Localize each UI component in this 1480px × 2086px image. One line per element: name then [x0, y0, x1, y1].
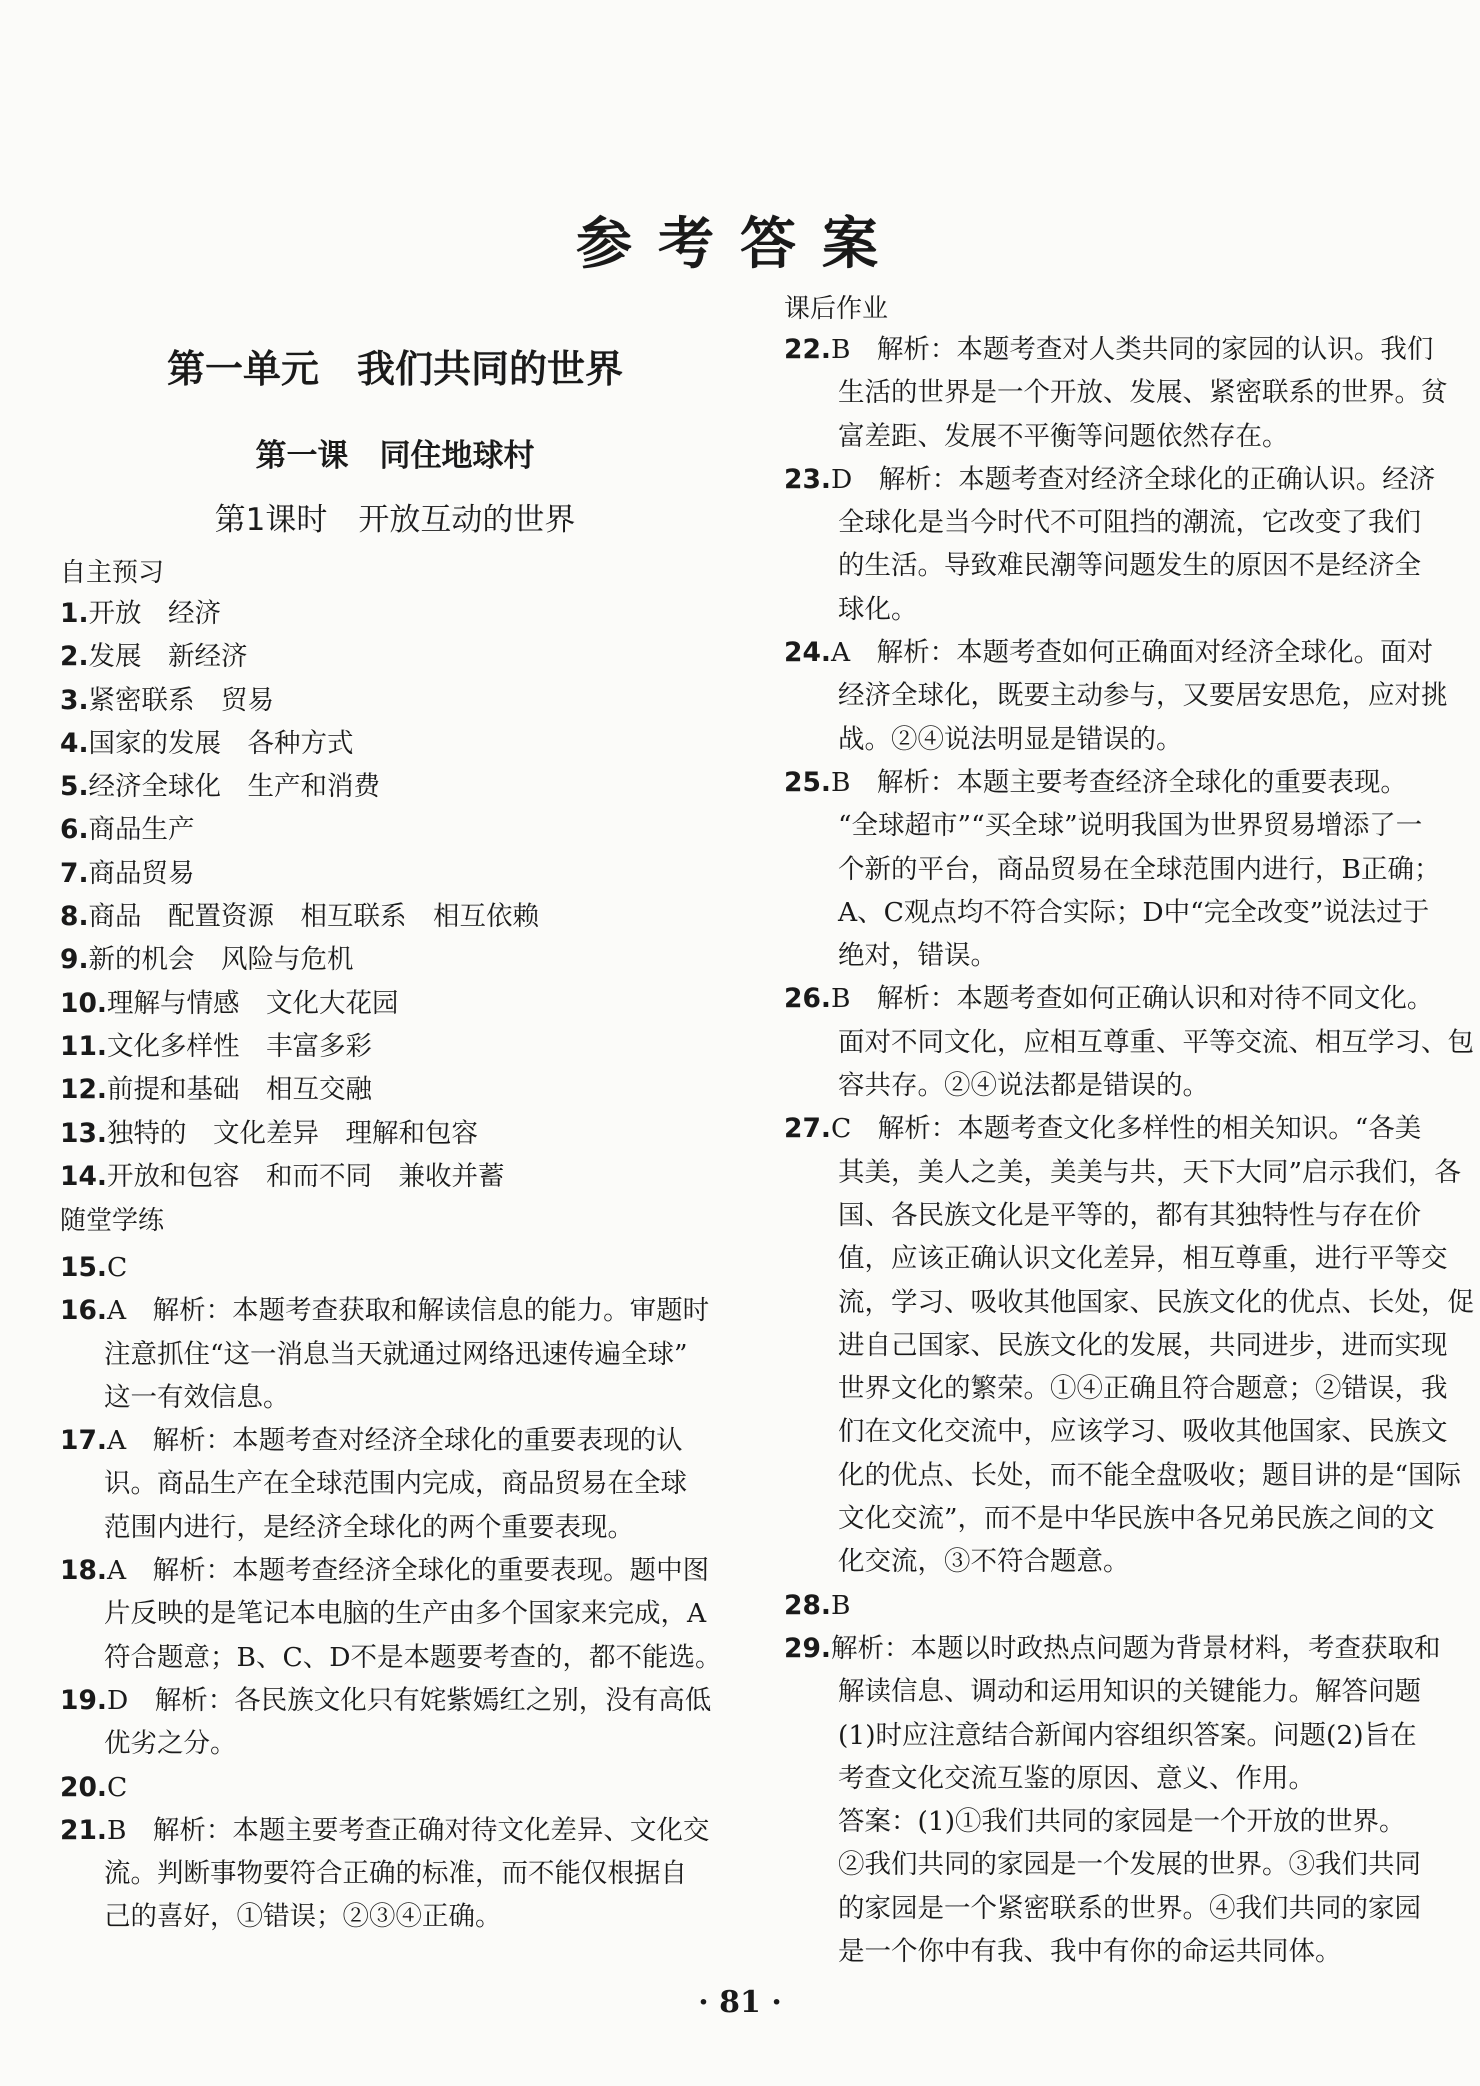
answer-text: 其美，美人之美，美美与共，天下大同”启示我们，各	[838, 1156, 1462, 1188]
answer-text: C	[106, 1252, 128, 1283]
question-number: 20.	[60, 1771, 107, 1803]
answer-text: D 解析：各民族文化只有姹紫嫣红之别，没有高低	[106, 1684, 712, 1716]
answer-line	[784, 804, 1464, 847]
answer-text: 己的喜好，①错误；②③④正确。	[104, 1901, 502, 1933]
answer-text: C 解析：本题考查文化多样性的相关知识。“各美	[830, 1113, 1422, 1145]
answer-line	[60, 1809, 740, 1852]
question-number: 10.	[60, 987, 107, 1019]
question-number: 18.	[60, 1555, 107, 1587]
answer-line	[784, 1757, 1464, 1800]
answer-line	[60, 765, 730, 808]
answer-text: 经济全球化 生产和消费	[88, 771, 381, 803]
answer-text: 开放 经济	[88, 598, 222, 629]
question-number: 14.	[60, 1160, 107, 1192]
question-number: 6.	[60, 814, 89, 846]
answer-text: B 解析：本题考查如何正确认识和对待不同文化。	[830, 983, 1434, 1015]
answer-text: 商品 配置资源 相互联系 相互依赖	[88, 901, 540, 933]
answer-line	[784, 1194, 1464, 1237]
answer-text: 开放和包容 和而不同 兼收并蓄	[106, 1160, 505, 1192]
answer-text: “全球超市”“买全球”说明我国为世界贸易增添了一	[838, 810, 1423, 842]
watermark-logo	[1290, 1985, 1470, 2075]
answer-text: 的生活。导致难民潮等问题发生的原因不是经济全	[838, 550, 1421, 582]
answer-line	[784, 1367, 1464, 1410]
answer-text: A、C观点均不符合实际；D中“完全改变”说法过于	[838, 896, 1430, 928]
answer-line	[784, 1670, 1464, 1713]
answer-line	[784, 631, 1464, 674]
answer-text: D 解析：本题考查对经济全球化的正确认识。经济	[830, 463, 1436, 495]
answer-text: 们在文化交流中，应该学习、吸收其他国家、民族文	[838, 1416, 1448, 1448]
question-number: 11.	[60, 1030, 107, 1062]
answer-text: (1)时应注意结合新闻内容组织答案。问题(2)旨在	[838, 1719, 1417, 1751]
answer-text: 解读信息、调动和运用知识的关键能力。解答问题	[838, 1676, 1421, 1708]
answer-line	[60, 1636, 740, 1679]
question-number: 23.	[784, 463, 831, 495]
answer-line	[784, 1324, 1464, 1367]
answer-line	[60, 1766, 740, 1809]
page-number: · 81 ·	[698, 1985, 782, 2020]
answer-text: 流。判断事物要符合正确的标准，而不能仅根据自	[104, 1858, 687, 1890]
answer-text: 国家的发展 各种方式	[88, 727, 354, 759]
answer-text: 球化。	[838, 593, 918, 625]
question-number: 13.	[60, 1117, 107, 1149]
answer-line	[784, 718, 1464, 761]
answer-line	[784, 501, 1464, 544]
section-heading-practice: 随堂学练	[60, 1206, 165, 1236]
answer-line	[784, 588, 1464, 631]
question-number: 12.	[60, 1074, 107, 1106]
answer-text: 考查文化交流互鉴的原因、意义、作用。	[838, 1762, 1315, 1794]
unit-heading: 第一单元 我们共同的世界	[166, 347, 623, 391]
answer-text: 值，应该正确认识文化差异，相互尊重，进行平等交	[838, 1243, 1448, 1275]
question-number: 17.	[60, 1425, 107, 1457]
answer-line	[60, 1419, 740, 1462]
section-heading-homework: 课后作业	[784, 294, 889, 324]
answer-line	[784, 1237, 1464, 1280]
answer-line	[60, 1895, 740, 1938]
answer-line	[784, 1021, 1474, 1064]
answer-text: A 解析：本题考查经济全球化的重要表现。题中图	[106, 1555, 710, 1587]
answer-text: 生活的世界是一个开放、发展、紧密联系的世界。贫	[838, 377, 1448, 409]
answer-text: 国、各民族文化是平等的，都有其独特性与存在价	[838, 1199, 1421, 1231]
section-heading-preview: 自主预习	[60, 558, 165, 588]
answer-line	[60, 852, 730, 895]
homework-answer-list	[784, 328, 1474, 1973]
answer-text: 化交流，③不符合题意。	[838, 1546, 1130, 1578]
answer-text: B 解析：本题考查对人类共同的家园的认识。我们	[830, 334, 1434, 365]
answer-text: B	[830, 1589, 851, 1621]
question-number: 22.	[784, 334, 831, 365]
answer-text: 的家园是一个紧密联系的世界。④我们共同的家园	[838, 1892, 1421, 1924]
answer-line	[784, 934, 1464, 977]
answer-line	[784, 1410, 1464, 1453]
answer-line	[60, 1112, 730, 1155]
answer-text: 答案：(1)①我们共同的家园是一个开放的世界。	[838, 1806, 1406, 1838]
answer-line	[60, 982, 730, 1025]
answer-line	[60, 1462, 740, 1505]
answer-line	[60, 1549, 740, 1592]
question-number: 4.	[60, 727, 89, 759]
question-number: 1.	[60, 598, 89, 629]
answer-line	[784, 977, 1464, 1020]
answer-text: 化的优点、长处，而不能全盘吸收；题目讲的是“国际	[838, 1459, 1462, 1491]
answer-line	[60, 592, 730, 635]
question-number: 29.	[784, 1632, 831, 1664]
answer-text: 注意抓住“这一消息当天就通过网络迅速传遍全球”	[104, 1338, 688, 1370]
answer-line	[784, 1064, 1464, 1107]
answer-line	[784, 1627, 1464, 1670]
answer-text: 优劣之分。	[104, 1728, 237, 1760]
answer-line	[784, 1497, 1464, 1540]
question-number: 8.	[60, 901, 89, 933]
question-number: 7.	[60, 857, 89, 889]
answer-line	[60, 1679, 740, 1722]
answer-text: C	[106, 1771, 128, 1803]
answer-line	[60, 1025, 730, 1068]
question-number: 24.	[784, 637, 831, 669]
answer-line	[60, 1155, 730, 1198]
answer-line	[60, 1852, 740, 1895]
answer-text: 商品贸易	[88, 857, 195, 889]
answer-line	[784, 1281, 1474, 1324]
answer-text: 是一个你中有我、我中有你的命运共同体。	[838, 1935, 1342, 1967]
answer-line	[784, 1714, 1464, 1757]
answer-line	[784, 1540, 1464, 1583]
answer-text: 商品生产	[88, 814, 195, 846]
answer-text: 经济全球化，既要主动参与，又要居安思危，应对挑	[838, 680, 1448, 712]
answer-line	[784, 1151, 1464, 1194]
answer-line	[60, 895, 730, 938]
answer-text: 绝对，错误。	[838, 940, 997, 972]
answer-line	[60, 1333, 740, 1376]
answer-line	[784, 1843, 1464, 1886]
practice-answer-list	[60, 1246, 740, 1939]
answer-text: A 解析：本题考查获取和解读信息的能力。审题时	[106, 1295, 710, 1327]
answer-text: 识。商品生产在全球范围内完成，商品贸易在全球	[104, 1468, 687, 1500]
answer-line	[784, 458, 1464, 501]
answer-text: 理解与情感 文化大花园	[106, 987, 399, 1019]
answer-line	[60, 635, 730, 678]
answer-line	[784, 1107, 1464, 1150]
question-number: 28.	[784, 1589, 831, 1621]
answer-line	[60, 1592, 740, 1635]
answer-line	[784, 371, 1464, 414]
answer-text: 新的机会 风险与危机	[88, 944, 354, 976]
question-number: 9.	[60, 944, 89, 976]
answer-line	[784, 1800, 1464, 1843]
preview-answer-list	[60, 592, 730, 1198]
question-number: 16.	[60, 1295, 107, 1327]
answer-text: 进自己国家、民族文化的发展，共同进步，进而实现	[838, 1329, 1448, 1361]
answer-text: 富差距、发展不平衡等问题依然存在。	[838, 420, 1289, 452]
answer-text: 个新的平台，商品贸易在全球范围内进行，B正确；	[838, 853, 1441, 885]
answer-text: 世界文化的繁荣。①④正确且符合题意；②错误，我	[838, 1373, 1448, 1405]
answer-line	[60, 1722, 740, 1765]
question-number: 5.	[60, 771, 89, 803]
answer-text: 前提和基础 相互交融	[106, 1074, 372, 1106]
answer-text: 这一有效信息。	[104, 1381, 290, 1413]
answer-text: 符合题意；B、C、D不是本题要考查的，都不能选。	[104, 1641, 722, 1673]
answer-text: 范围内进行，是经济全球化的两个重要表现。	[104, 1511, 634, 1543]
period-heading: 第1课时 开放互动的世界	[214, 502, 576, 538]
answer-line	[60, 1068, 730, 1111]
answer-line	[784, 544, 1464, 587]
question-number: 3.	[60, 684, 89, 716]
answer-line	[60, 808, 730, 851]
question-number: 15.	[60, 1252, 107, 1283]
answer-line	[784, 761, 1464, 804]
answer-line	[784, 328, 1464, 371]
answer-line	[60, 722, 730, 765]
answer-text: ②我们共同的家园是一个发展的世界。③我们共同	[838, 1849, 1421, 1881]
answer-text: 全球化是当今时代不可阻挡的潮流，它改变了我们	[838, 507, 1421, 539]
answer-text: 面对不同文化，应相互尊重、平等交流、相互学习、包	[838, 1026, 1474, 1058]
question-number: 25.	[784, 766, 831, 798]
answer-line	[784, 415, 1464, 458]
answer-text: 紧密联系 贸易	[88, 684, 275, 716]
question-number: 21.	[60, 1814, 107, 1846]
answer-text: 解析：本题以时政热点问题为背景材料，考查获取和	[830, 1632, 1441, 1664]
answer-text: B 解析：本题主要考查正确对待文化差异、文化交	[106, 1814, 710, 1846]
answer-line	[784, 1584, 1464, 1627]
answer-line	[784, 1887, 1464, 1930]
answer-line	[784, 1454, 1464, 1497]
answer-line	[60, 1289, 740, 1332]
answer-text: B 解析：本题主要考查经济全球化的重要表现。	[830, 766, 1407, 798]
answer-text: 独特的 文化差异 理解和包容	[106, 1117, 478, 1149]
answer-line	[60, 679, 730, 722]
answer-text: 发展 新经济	[88, 641, 248, 673]
answer-line	[60, 1376, 740, 1419]
answer-line	[784, 891, 1464, 934]
question-number: 26.	[784, 983, 831, 1015]
answer-line	[784, 674, 1464, 717]
answer-line	[784, 1930, 1464, 1973]
answer-text: 容共存。②④说法都是错误的。	[838, 1070, 1209, 1102]
answer-line	[60, 938, 730, 981]
answer-text: 流，学习、吸收其他国家、民族文化的优点、长处，促	[838, 1286, 1474, 1318]
answer-line	[60, 1506, 740, 1549]
answer-line	[784, 848, 1464, 891]
answer-text: 文化多样性 丰富多彩	[106, 1030, 372, 1062]
answer-text: 战。②④说法明显是错误的。	[838, 723, 1183, 755]
answer-text: A 解析：本题考查如何正确面对经济全球化。面对	[830, 637, 1434, 669]
answer-line	[60, 1246, 740, 1289]
answer-text: A 解析：本题考查对经济全球化的重要表现的认	[106, 1425, 683, 1457]
answer-text: 文化交流”，而不是中华民族中各兄弟民族之间的文	[838, 1503, 1435, 1535]
page-title: 参考答案	[576, 212, 904, 277]
question-number: 2.	[60, 641, 89, 673]
answer-text: 片反映的是笔记本电脑的生产由多个国家来完成，A	[104, 1598, 707, 1630]
question-number: 19.	[60, 1684, 107, 1716]
question-number: 27.	[784, 1113, 831, 1145]
lesson-heading: 第一课 同住地球村	[255, 438, 535, 474]
